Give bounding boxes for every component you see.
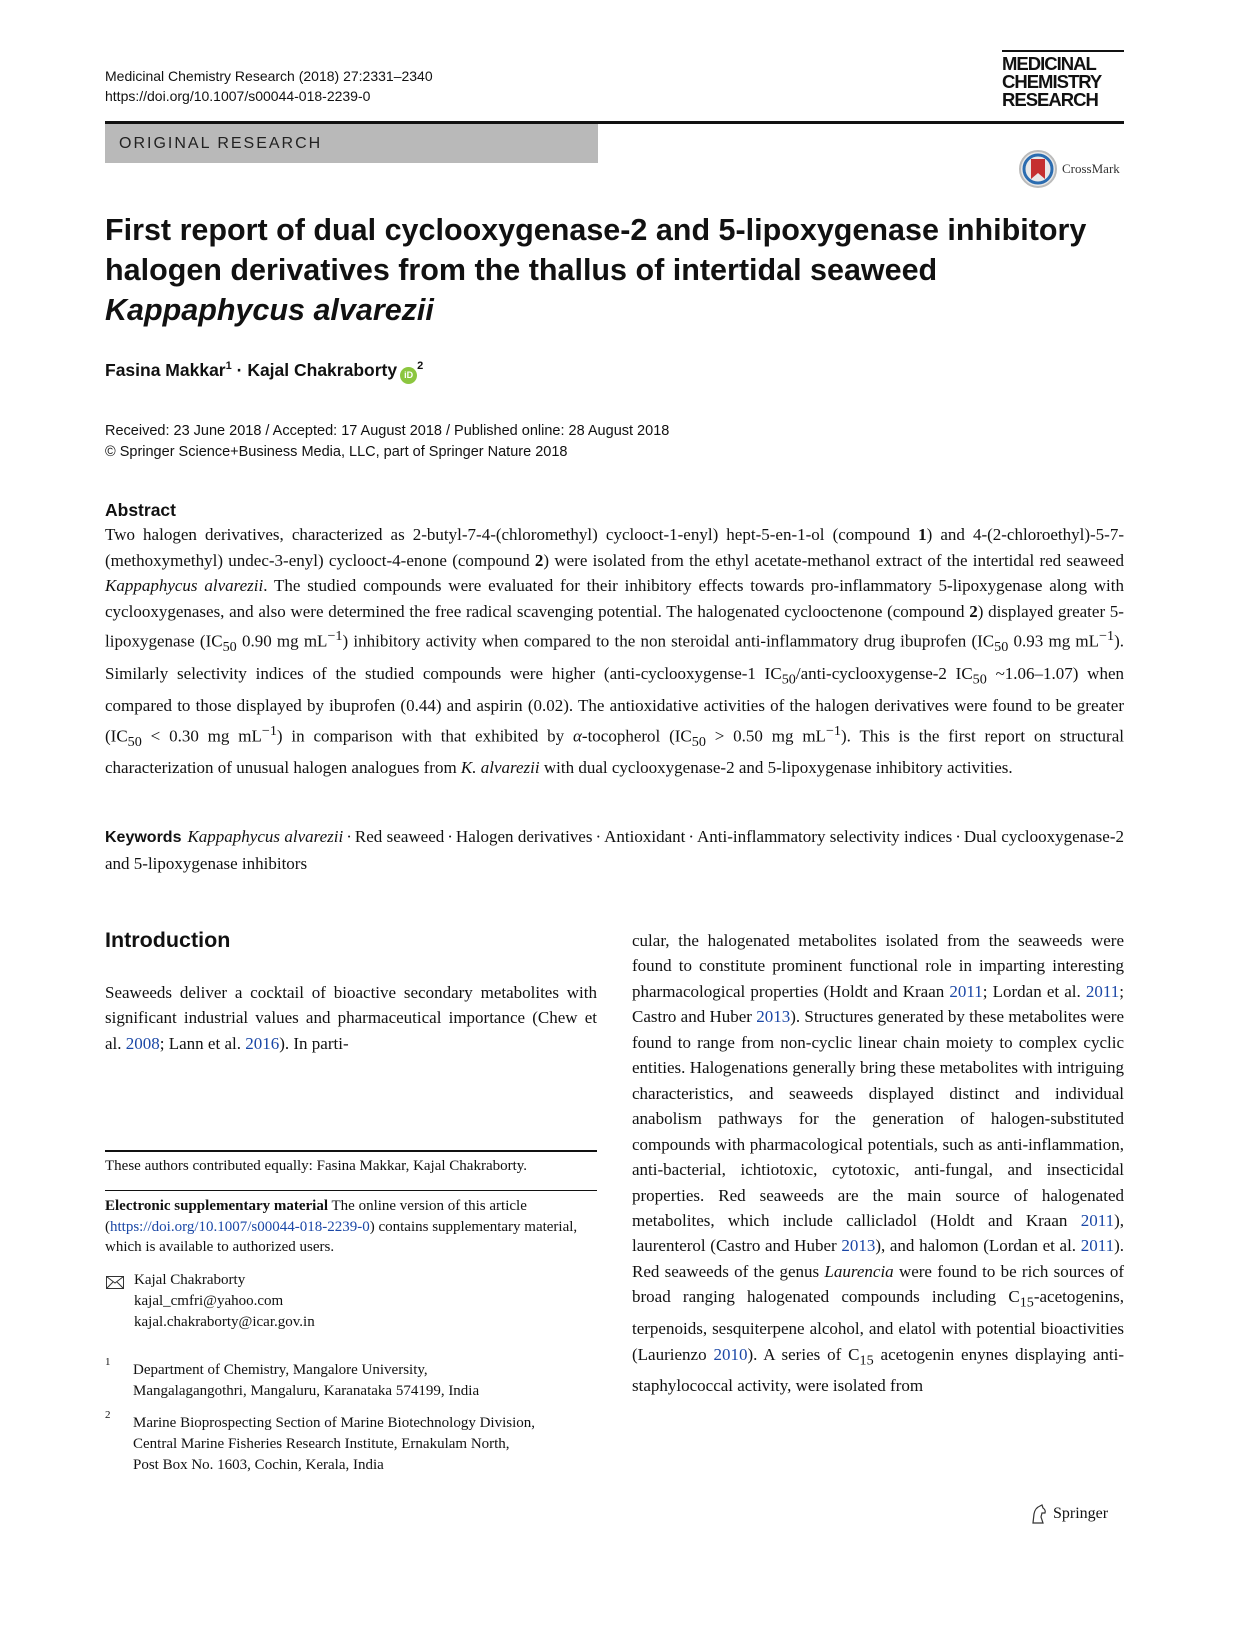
doi-link[interactable]: https://doi.org/10.1007/s00044-018-2239-0 (105, 88, 371, 104)
journal-citation (105, 66, 433, 106)
supplementary-note: Electronic supplementary material The online version of this article (https://doi.org/10.1007/s00044-018-2239-0) contains supplementary material, which is available to authorized users. (105, 1198, 578, 1255)
citation-link[interactable]: 2011 (949, 981, 983, 1001)
abstract-heading: Abstract (105, 500, 176, 520)
contact-name: Kajal Chakraborty (134, 1272, 246, 1288)
citation-link[interactable]: 2011 (1085, 981, 1120, 1001)
crossmark-badge[interactable] (1018, 148, 1120, 190)
citation-link[interactable]: 2016 (245, 1033, 280, 1053)
publisher-logo (1030, 1504, 1108, 1524)
affiliation-marker: 1 (225, 360, 232, 373)
affiliation-marker: 2 (417, 360, 424, 373)
article-title: First report of dual cyclooxygenase-2 and 5-lipoxygenase inhibitory halogen derivatives from the thallus of intertidal seaweed Kappaphycus alvarezii (105, 213, 1087, 327)
keyword: Kappaphycus alvarezii (187, 827, 344, 846)
author-list (105, 360, 423, 384)
footnote-rule (105, 1150, 597, 1152)
author-separator: · (231, 360, 248, 380)
author-name[interactable]: Fasina Makkar (105, 360, 226, 380)
equal-contribution-note: These authors contributed equally: Fasina Makkar, Kajal Chakraborty. (105, 1158, 528, 1174)
citation-text: Medicinal Chemistry Research (2018) 27:2331–2340 (105, 68, 433, 84)
dates-line: Received: 23 June 2018 / Accepted: 17 August 2018 / Published online: 28 August 2018 (105, 423, 670, 439)
citation-link[interactable]: 2011 (1080, 1236, 1115, 1256)
section-heading: Introduction (105, 928, 231, 952)
affiliation: Department of Chemistry, Mangalore University, Mangalagangothri, Mangaluru, Karanataka 574199, India (133, 1362, 480, 1399)
publication-history (105, 421, 669, 463)
affiliation-number: 1 (105, 1356, 111, 1368)
crossmark-label: CrossMark (1062, 161, 1120, 176)
supplementary-link[interactable]: https://doi.org/10.1007/s00044-018-2239-0 (110, 1218, 370, 1235)
section-label: ORIGINAL RESEARCH (105, 124, 598, 163)
keyword: Antioxidant (604, 827, 686, 846)
keyword: Dual cyclooxygenase-2 and 5-lipoxygenase inhibitors (105, 827, 1125, 873)
journal-logo: MEDICINAL CHEMISTRY RESEARCH (1002, 50, 1124, 109)
keywords: Keywords Kappaphycus alvarezii · Red seaweed · Halogen derivatives · Antioxidant · Anti-inflammatory selectivity indices · Dual cyclooxygenase-2 and 5-lipoxygenase inhibitors (105, 827, 1125, 873)
citation-link[interactable]: 2008 (125, 1033, 160, 1053)
keywords-label: Keywords (105, 829, 182, 846)
affiliation: Marine Bioprospecting Section of Marine Biotechnology Division, Central Marine Fisheries Research Institute, Ernakulam North, Post Box No. 1603, Cochin, Kerala, India (133, 1415, 536, 1473)
contact-email[interactable]: kajal_cmfri@yahoo.com (134, 1293, 284, 1309)
copyright-line: © Springer Science+Business Media, LLC, part of Springer Nature 2018 (105, 444, 568, 460)
envelope-icon (106, 1276, 124, 1289)
keyword: Anti-inflammatory selectivity indices (697, 827, 953, 846)
citation-link[interactable]: 2013 (841, 1236, 876, 1256)
corresponding-author (134, 1270, 315, 1333)
keyword: Halogen derivatives (455, 827, 593, 846)
orcid-icon[interactable]: iD (400, 367, 417, 384)
citation-link[interactable]: 2010 (713, 1344, 748, 1364)
publisher-name: Springer (1053, 1505, 1109, 1522)
citation-link[interactable]: 2011 (1080, 1210, 1115, 1230)
springer-horse-icon (1030, 1504, 1048, 1524)
abstract-text: Two halogen derivatives, characterized as 2-butyl-7-4-(chloromethyl) cyclooct-1-enyl) hept-5-en-1-ol (compound 1) and 4-(2-chloroethyl)-5-7-(methoxymethyl) undec-3-enyl) cyclooct-4-enone (compound 2) were isolated from the ethyl acetate-methanol extract of the intertidal red seaweed Kappaphycus alvarezii. The studied compounds were evaluated for their inhibitory effects towards pro-inflammatory 5-lipoxygenase along with cyclooxygenases, and also were determined the free radical scavenging potential. The halogenated cyclooctenone (compound 2) displayed greater 5-lipoxygenase ($IC_{50}$ 0.90 mg $mL^{-1}$) inhibitory activity when compared to the non steroidal anti-inflammatory drug ibuprofen ($IC_{50}$ 0.93 mg $mL^{-1}$). Similarly selectivity indices of the studied compounds were higher (anti-cyclooxygense-1 $IC_{50}/anti-cyclooxygense-2$ $IC_{50}$ ~1.06–1.07) when compared to those displayed by ibuprofen (0.44) and aspirin (0.02). The antioxidative activities of the halogen derivatives were found to be greater ($IC_{50} < 0.30$ mg $mL^{-1}$) in comparison with that exhibited by α-tocopherol ($IC_{50} > 0.50$ mg $mL^{-1}$). This is the first report on structural characterization of unusual halogen analogues from K. alvarezii with dual cyclooxygenase-2 and 5-lipoxygenase inhibitory activities. (105, 525, 1124, 778)
footnote-rule (105, 1190, 597, 1191)
author-name[interactable]: Kajal Chakraborty (247, 360, 398, 380)
crossmark-icon (1018, 149, 1058, 189)
affiliation-number: 2 (105, 1409, 111, 1421)
citation-link[interactable]: 2013 (756, 1007, 791, 1027)
contact-email[interactable]: kajal.chakraborty@icar.gov.in (134, 1314, 315, 1330)
intro-left-column: Seaweeds deliver a cocktail of bioactive secondary metabolites with significant industrial values and pharmaceutical importance (Chew et al. 2008; Lann et al. 2016). In parti- (105, 983, 597, 1053)
intro-right-column: cular, the halogenated metabolites isolated from the seaweeds were found to constitute prominent functional role in imparting interesting pharmacological properties (Holdt and Kraan 2011; Lordan et al. 2011; Castro and Huber 2013). Structures generated by these metabolites were found to range from non-cyclic linear chain moiety to complex cyclic entities. Halogenations generally bring these metabolites with intriguing characteristics, and seaweeds displayed distinct and individual anabolism pathways for the generation of halogen-substituted compounds with pharmacological potentials, such as anti-inflammation, anti-bacterial, ichtiotoxic, cytotoxic, anti-fungal, and insecticidal properties. Red seaweeds are the main source of halogenated metabolites, which include callicladol (Holdt and Kraan 2011), laurenterol (Castro and Huber 2013), and halomon (Lordan et al. 2011). Red seaweeds of the genus Laurencia were found to be rich sources of broad ranging halogenated compounds including $C_{15}$-acetogenins, terpenoids, sesquiterpene alcohol, and elatol with potential bioactivities (Laurienzo 2010). A series of $C_{15}$ acetogenin enynes displaying anti-staphylococcal activity, were isolated from (632, 931, 1124, 1396)
keyword: Red seaweed (354, 827, 445, 846)
